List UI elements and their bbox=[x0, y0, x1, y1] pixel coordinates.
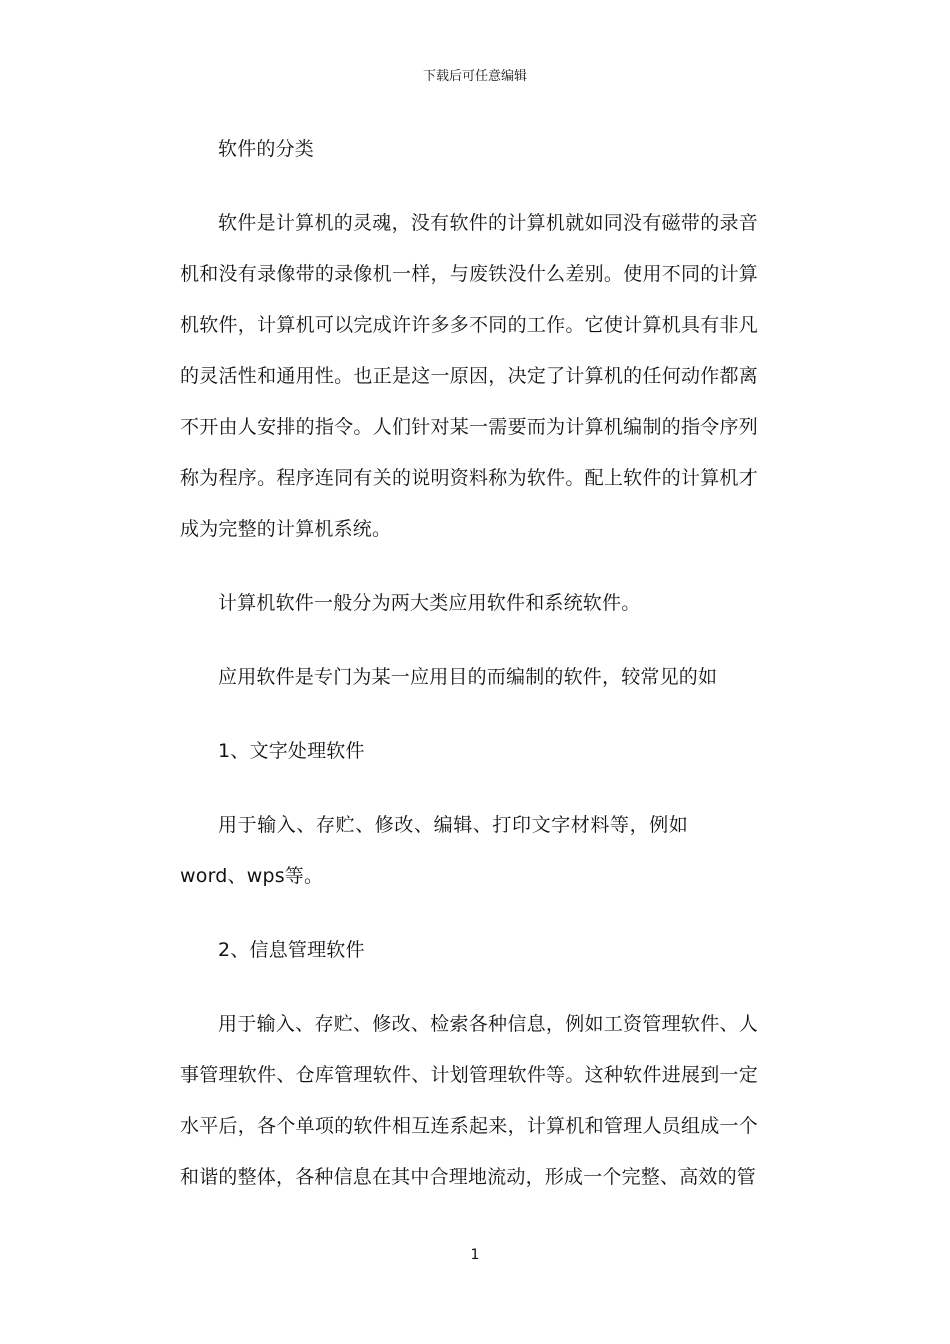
paragraph-software-intro: 软件是计算机的灵魂，没有软件的计算机就如同没有磁带的录音机和没有录像带的录像机一样，与废铁没什么差别。使用不同的计算机软件，计算机可以完成许许多多不同的工作。它使计算机具有非凡的灵活性和通用性。也正是这一原因，决定了计算机的任何动作都离不开由人安排的指令。人们针对某一需要而为计算机编制的指令序列称为程序。程序连同有关的说明资料称为软件。配上软件的计算机才成为完整的计算机系统。 bbox=[180, 212, 758, 540]
document-body bbox=[180, 124, 758, 1226]
heading-word-processing: 1、文字处理软件 bbox=[218, 740, 365, 762]
paragraph-application-software: 应用软件是专门为某一应用目的而编制的软件，较常见的如 bbox=[218, 666, 718, 688]
page-number: 1 bbox=[470, 1247, 480, 1263]
document-title: 软件的分类 bbox=[218, 138, 315, 160]
paragraph-software-types: 计算机软件一般分为两大类应用软件和系统软件。 bbox=[218, 592, 641, 614]
paragraph-information-management: 用于输入、存贮、修改、检索各种信息，例如工资管理软件、人事管理软件、仓库管理软件、计划管理软件等。这种软件进展到一定水平后，各个单项的软件相互连系起来，计算机和管理人员组成一个和谐的整体，各种信息在其中合理地流动，形成一个完整、高效的管 bbox=[180, 1013, 758, 1188]
paragraph-word-processing: 用于输入、存贮、修改、编辑、打印文字材料等，例如word、wps等。 bbox=[180, 814, 688, 887]
page-header: 下载后可任意编辑 bbox=[422, 69, 527, 84]
heading-information-management: 2、信息管理软件 bbox=[218, 939, 365, 961]
